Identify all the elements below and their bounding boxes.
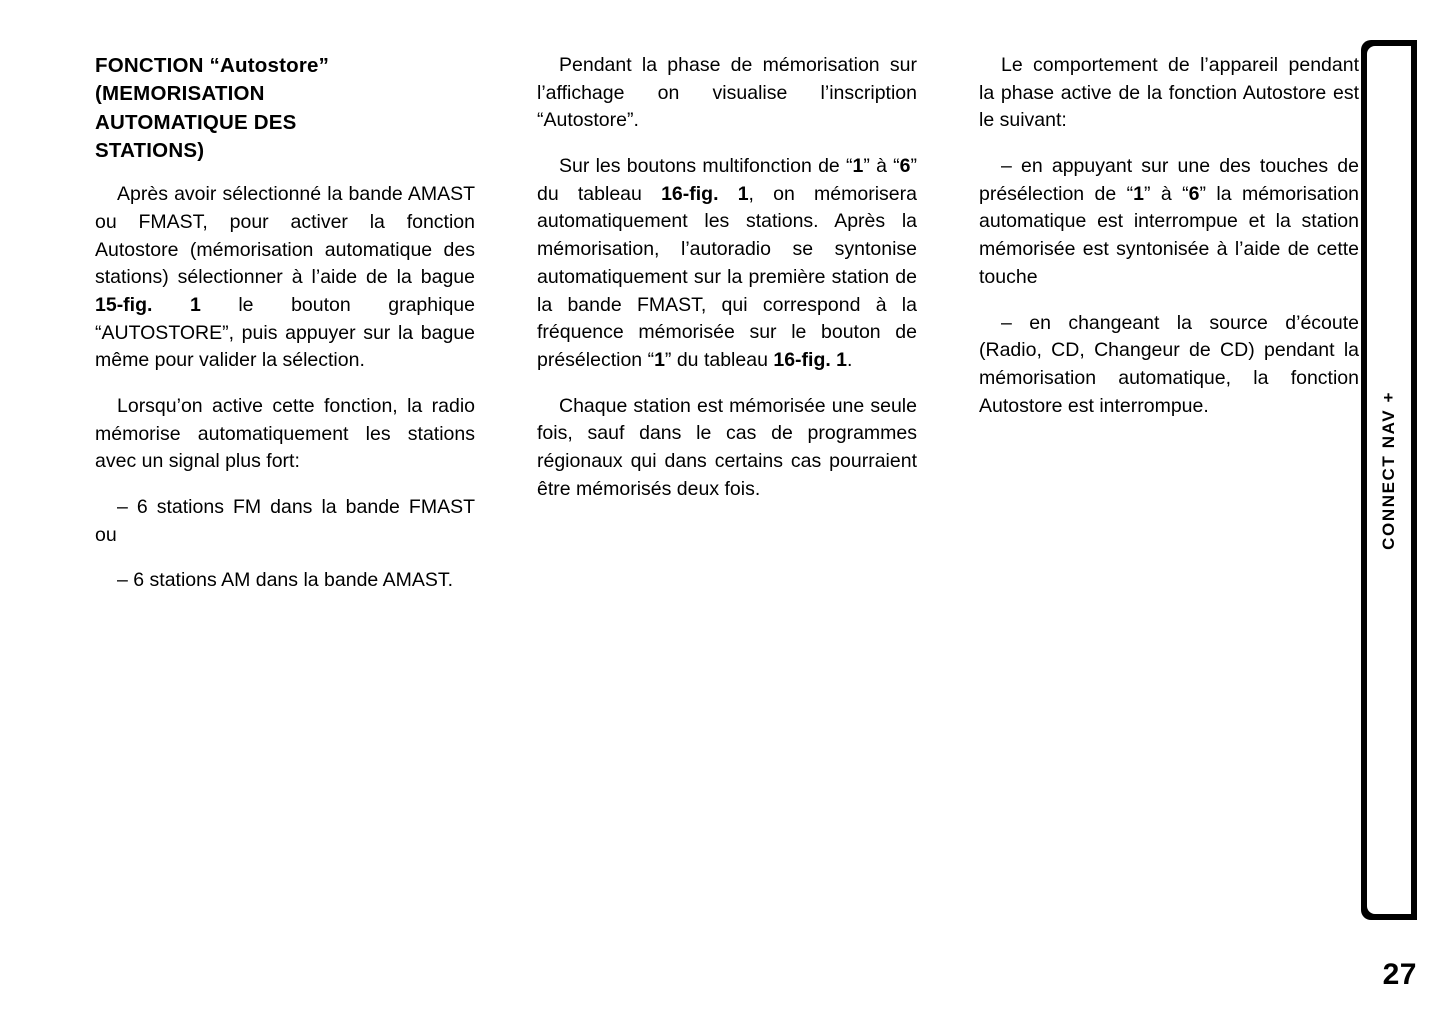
section-heading-line-1: FONCTION “Autostore” — [95, 54, 330, 77]
paragraph: – en appuyant sur une des touches de présélection de “1” à “6” la mémorisation automatique est interrompue et la station mémorisée est syntonisée à l’aide de cette touche — [979, 155, 1360, 288]
paragraph: – en changeant la source d’écoute (Radio, CD, Changeur de CD) pendant la mémorisation automatique, la fonction Autostore est interrompue. — [979, 311, 1359, 417]
paragraph: Lorsqu’on active cette fonction, la radio mémorise automatiquement les stations avec un signal plus fort: — [95, 394, 475, 473]
paragraph: Chaque station est mémorisée une seule fois, sauf dans le cas de programmes régionaux qui dans certains cas pourraient être mémorisés deux fois. — [537, 394, 917, 500]
side-tab-inner — [1367, 46, 1411, 914]
page-number: 27 — [1382, 958, 1417, 991]
paragraph: Après avoir sélectionné la bande AMAST ou FMAST, pour activer la fonction Autostore (mémorisation automatique des stations) sélectionner à l’aide de la bague 15-fig. 1 le bouton graphique “AUTOSTORE”, puis appuyer sur la bague même pour valider la sélection. — [95, 183, 475, 372]
column-3 — [979, 52, 1359, 613]
section-heading-line-4: STATIONS) — [95, 138, 205, 162]
section-heading-line-2: (MEMORISATION — [95, 82, 265, 106]
paragraph: Sur les boutons multifonction de “1” à “6” du tableau 16-fig. 1, on mémorisera automatiquement les stations. Après la mémorisation, l’autoradio se syntonise automatiquement sur la première station de la bande FMAST, qui correspond à la fréquence mémorisée sur le bouton de présélection “1” du tableau 16-fig. 1. — [537, 155, 918, 371]
side-tab — [1361, 40, 1417, 920]
column-1 — [95, 52, 475, 613]
text-columns — [95, 52, 1360, 613]
section-heading — [95, 52, 475, 165]
paragraph: Le comportement de l’appareil pendant la phase active de la fonction Autostore est le suivant: — [979, 54, 1359, 132]
paragraph: – 6 stations FM dans la bande FMAST ou — [95, 496, 475, 546]
section-heading-line-3: AUTOMATIQUE DES — [95, 110, 297, 134]
column-2 — [537, 52, 917, 613]
paragraph: Pendant la phase de mémorisation sur l’affichage on visualise l’inscription “Autostore”. — [537, 54, 917, 132]
side-tab-label: CONNECT NAV + — [1379, 390, 1398, 550]
paragraph: – 6 stations AM dans la bande AMAST. — [117, 569, 454, 592]
